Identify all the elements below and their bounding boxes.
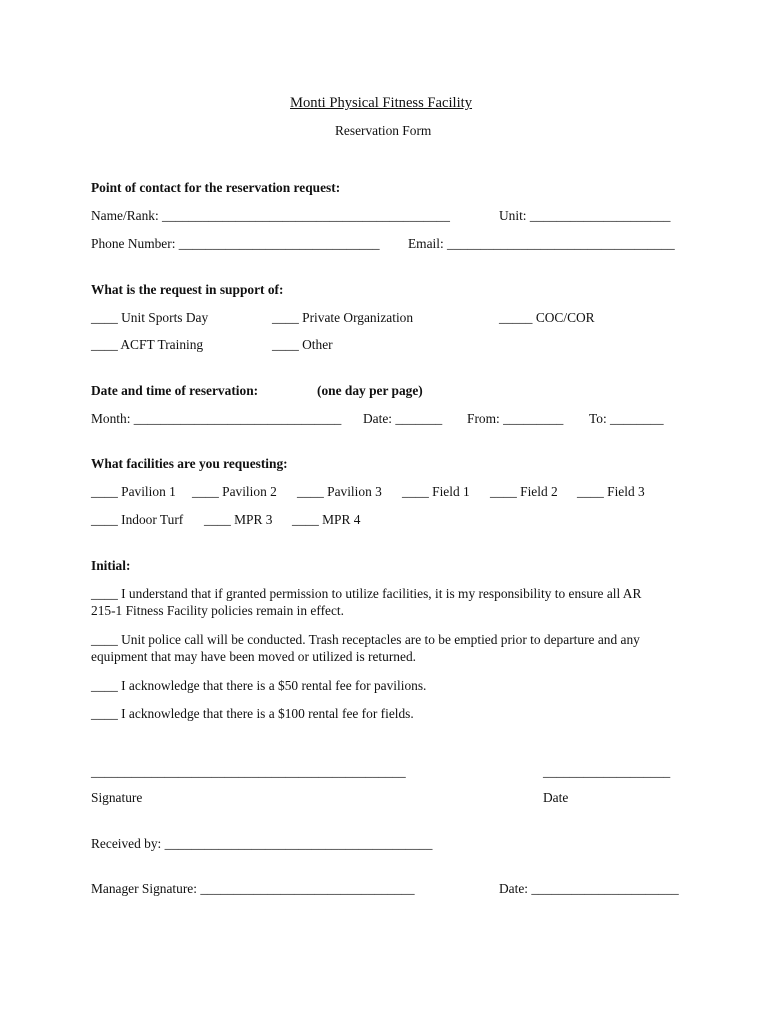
option-field-3[interactable]: ____ Field 3 xyxy=(577,484,645,499)
signature-label: Signature xyxy=(91,790,143,805)
received-by-field[interactable]: Received by: ________________________________________ xyxy=(91,836,433,851)
phone-number-field[interactable]: Phone Number: ______________________________ xyxy=(91,236,380,251)
option-field-1[interactable]: ____ Field 1 xyxy=(402,484,470,499)
option-other[interactable]: ____ Other xyxy=(272,337,333,352)
initial-item-1-cont: 215-1 Fitness Facility policies remain in effect. xyxy=(91,603,345,618)
option-pavilion-2[interactable]: ____ Pavilion 2 xyxy=(192,484,277,499)
manager-signature-field[interactable]: Manager Signature: ________________________________ xyxy=(91,881,415,896)
initial-item-2-cont: equipment that may have been moved or utilized is returned. xyxy=(91,649,416,664)
option-acft-training[interactable]: ____ ACFT Training xyxy=(91,337,204,352)
option-mpr-3[interactable]: ____ MPR 3 xyxy=(204,512,273,527)
date-line[interactable]: ___________________ xyxy=(543,764,671,779)
facilities-heading: What facilities are you requesting: xyxy=(91,456,288,471)
initial-item-3[interactable]: ____ I acknowledge that there is a $50 rental fee for pavilions. xyxy=(91,678,427,693)
initial-heading: Initial: xyxy=(91,558,131,573)
option-field-2[interactable]: ____ Field 2 xyxy=(490,484,558,499)
contact-heading: Point of contact for the reservation request: xyxy=(91,180,341,195)
datetime-note: (one day per page) xyxy=(317,383,423,398)
from-field[interactable]: From: _________ xyxy=(467,411,564,426)
option-private-organization[interactable]: ____ Private Organization xyxy=(272,310,414,325)
date-field[interactable]: Date: _______ xyxy=(363,411,443,426)
signature-line[interactable]: _______________________________________________ xyxy=(91,764,406,779)
name-rank-field[interactable]: Name/Rank: ___________________________________________ xyxy=(91,208,450,223)
option-pavilion-1[interactable]: ____ Pavilion 1 xyxy=(91,484,176,499)
date-label: Date xyxy=(543,790,569,805)
form-title: Monti Physical Fitness Facility xyxy=(290,95,473,111)
unit-field[interactable]: Unit: _____________________ xyxy=(499,208,671,223)
initial-item-1[interactable]: ____ I understand that if granted permission to utilize facilities, it is my responsibility to ensure all AR xyxy=(91,586,642,601)
email-field[interactable]: Email: __________________________________ xyxy=(408,236,675,251)
option-indoor-turf[interactable]: ____ Indoor Turf xyxy=(91,512,184,527)
option-mpr-4[interactable]: ____ MPR 4 xyxy=(292,512,361,527)
initial-item-4[interactable]: ____ I acknowledge that there is a $100 rental fee for fields. xyxy=(91,706,414,721)
month-field[interactable]: Month: _______________________________ xyxy=(91,411,342,426)
form-subtitle: Reservation Form xyxy=(335,123,432,138)
support-heading: What is the request in support of: xyxy=(91,282,284,297)
to-field[interactable]: To: ________ xyxy=(589,411,664,426)
option-unit-sports-day[interactable]: ____ Unit Sports Day xyxy=(91,310,209,325)
datetime-heading: Date and time of reservation: xyxy=(91,383,259,398)
initial-item-2[interactable]: ____ Unit police call will be conducted. Trash receptacles are to be emptied prior to departure and any xyxy=(91,632,640,647)
manager-date-field[interactable]: Date: ______________________ xyxy=(499,881,679,896)
option-pavilion-3[interactable]: ____ Pavilion 3 xyxy=(297,484,382,499)
option-coc-cor[interactable]: _____ COC/COR xyxy=(499,310,595,325)
